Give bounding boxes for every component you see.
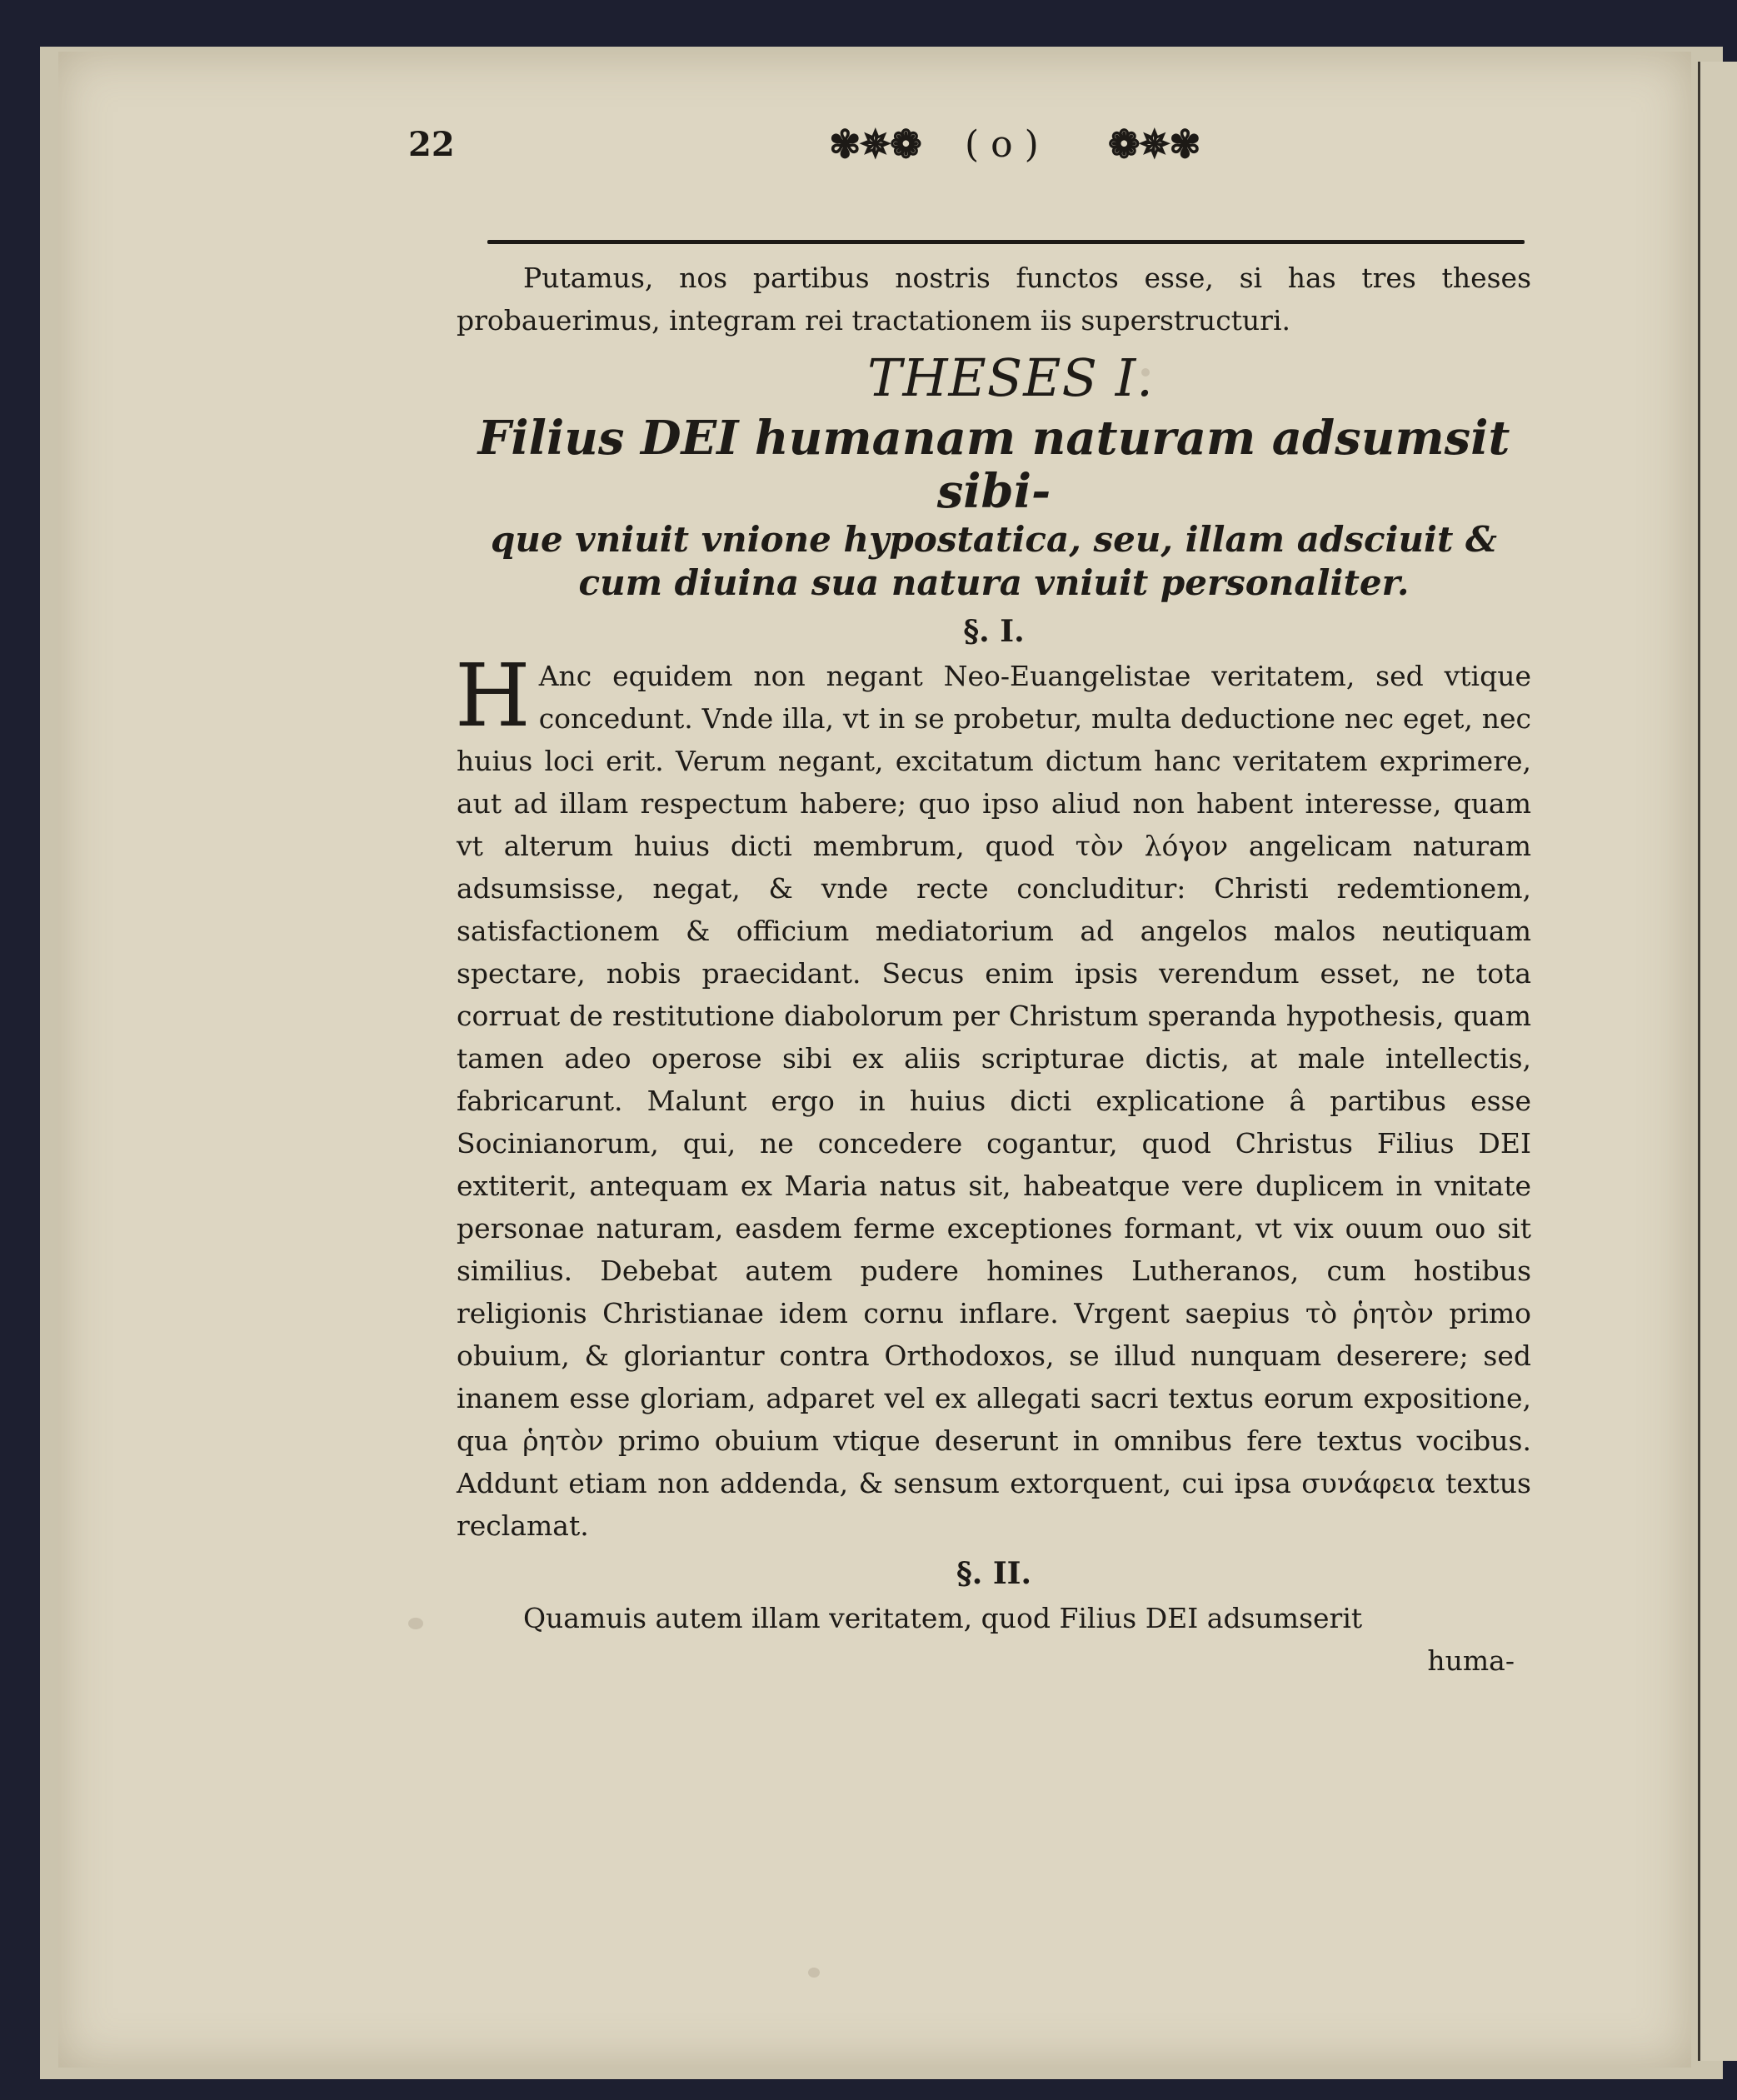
text-block [457, 257, 1531, 1682]
header-rule [487, 240, 1525, 244]
drop-cap: H [455, 645, 531, 746]
section-1-mark: §. I. [963, 614, 1025, 649]
running-header [408, 122, 1533, 175]
theses-title: THESES I. [867, 347, 1154, 408]
next-page-edge [1698, 62, 1737, 2061]
ornament-right-icon: ❁✵✾ [1108, 122, 1200, 167]
page-number: 22 [408, 125, 455, 164]
section-2-paragraph [457, 1597, 1531, 1639]
catchword: huma- [1427, 1644, 1515, 1677]
header-center-mark: ( o ) [965, 123, 1039, 166]
intro-text: Putamus, nos partibus nostris functos esse, si has tres theses probauerimus, integram rei tractationem iis superstructuri. [457, 262, 1531, 337]
ornament-left-icon: ✾✵❁ [829, 122, 921, 167]
section-2-mark: §. II. [956, 1556, 1032, 1591]
theses-statement [457, 412, 1531, 605]
section-1-paragraph [455, 645, 1531, 1547]
foxing-spot [808, 1968, 820, 1978]
theses-statement-rest: que vniuit vnione hypostatica, seu, illam adsciuit & cum diuina sua natura vniuit personaliter. [491, 519, 1497, 603]
section-1-text: Anc equidem non negant Neo-Euangelistae veritatem, sed vtique concedunt. Vnde illa, vt in se probetur, multa deductione nec eget, nec huius loci erit. Verum negant, excitatum dictum hanc veritatem exprimere, aut ad illam respectum habere; quo ipso aliud non habent interesse, quam vt alterum huius dicti membrum, quod τὸν λόγον angelicam naturam adsumsisse, negat, & vnde recte concluditur: Christi redemtionem, satisfactionem & officium mediatorium ad angelos malos neutiquam spectare, nobis praecidant. Secus enim ipsis verendum esset, ne tota corruat de restitutione diabolorum per Christum speranda hypothesis, quam tamen adeo operose sibi ex aliis scripturae dictis, at male intellectis, fabricarunt. Malunt ergo in huius dicti explicatione â partibus esse Socinianorum, qui, ne concedere cogantur, quod Christus Filius DEI extiterit, antequam ex Maria natus sit, habeatque vere duplicem in vnitate personae naturam, easdem ferme exceptiones formant, vt vix ouum ouo sit similius. Debebat autem pudere homines Lutheranos, cum hostibus religionis Christianae idem cornu inflare. Vrgent saepius τὸ ῥητὸν primo obuium, & gloriantur contra Orthodoxos, se illud nunquam deserere; sed inanem esse gloriam, adparet vel ex allegati sacri textus eorum expositione, qua ῥητὸν primo obuium vtique deserunt in omnibus fere textus vocibus. Addunt etiam non addenda, & sensum extorquent, cui ipsa συνάφεια textus reclamat. [457, 660, 1531, 1542]
foxing-spot [408, 1618, 423, 1629]
section-2-text: Quamuis autem illam veritatem, quod Filius DEI adsumserit [523, 1602, 1363, 1634]
theses-statement-line1: Filius DEI humanam naturam adsumsit sibi- [477, 411, 1510, 519]
intro-paragraph [457, 257, 1531, 342]
